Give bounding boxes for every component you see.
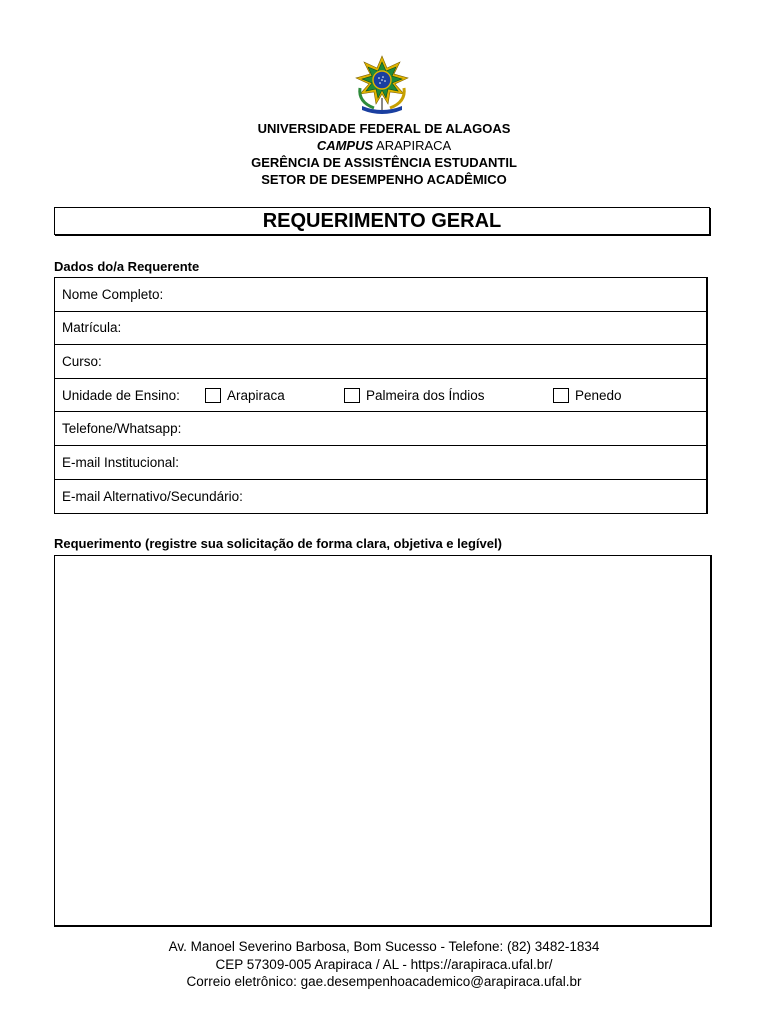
campus-word: CAMPUS [316, 138, 374, 153]
unit-option-penedo[interactable] [553, 388, 622, 403]
footer-address: Av. Manoel Severino Barbosa, Bom Sucesso - Telefone: (82) 3482-1834 [168, 939, 600, 954]
department-name: GERÊNCIA DE ASSISTÊNCIA ESTUDANTIL [251, 155, 517, 170]
full-name-field[interactable] [55, 278, 706, 312]
registration-label: Matrícula: [62, 320, 122, 336]
unit-option-penedo-label: Penedo [575, 387, 622, 403]
footer-email: Correio eletrônico: gae.desempenhoacademico@arapiraca.ufal.br [186, 974, 582, 989]
campus-line [0, 137, 768, 154]
checkbox-penedo[interactable] [553, 388, 569, 403]
unit-option-palmeira[interactable] [344, 388, 485, 403]
unit-option-palmeira-label: Palmeira dos Índios [366, 387, 485, 403]
checkbox-palmeira[interactable] [344, 388, 360, 403]
course-field[interactable] [55, 345, 706, 379]
checkbox-arapiraca[interactable] [205, 388, 221, 403]
teaching-unit-row [55, 379, 706, 413]
institutional-email-label: E-mail Institucional: [62, 454, 180, 470]
unit-option-arapiraca[interactable] [205, 388, 285, 403]
university-name: UNIVERSIDADE FEDERAL DE ALAGOAS [257, 121, 511, 136]
applicant-data-table [54, 277, 708, 514]
unit-option-arapiraca-label: Arapiraca [227, 387, 285, 403]
alternative-email-field[interactable] [55, 480, 706, 514]
request-section-label: Requerimento (registre sua solicitação de forma clara, objetiva e legível) [54, 536, 502, 551]
alternative-email-label: E-mail Alternativo/Secundário: [62, 488, 243, 504]
teaching-unit-label: Unidade de Ensino: [62, 387, 180, 403]
form-title: REQUERIMENTO GERAL [54, 207, 710, 235]
full-name-label: Nome Completo: [62, 286, 164, 302]
registration-field[interactable] [55, 312, 706, 346]
phone-field[interactable] [55, 412, 706, 446]
course-label: Curso: [62, 353, 102, 369]
phone-label: Telefone/Whatsapp: [62, 421, 182, 437]
campus-city: ARAPIRACA [373, 138, 452, 153]
sector-name: SETOR DE DESEMPENHO ACADÊMICO [261, 172, 507, 187]
institutional-email-field[interactable] [55, 446, 706, 480]
applicant-section-label: Dados do/a Requerente [54, 259, 200, 274]
footer-cep-website: CEP 57309-005 Arapiraca / AL - https://arapiraca.ufal.br/ [215, 957, 553, 972]
request-text-area[interactable] [54, 555, 712, 927]
brazil-coat-of-arms-icon [352, 54, 412, 116]
